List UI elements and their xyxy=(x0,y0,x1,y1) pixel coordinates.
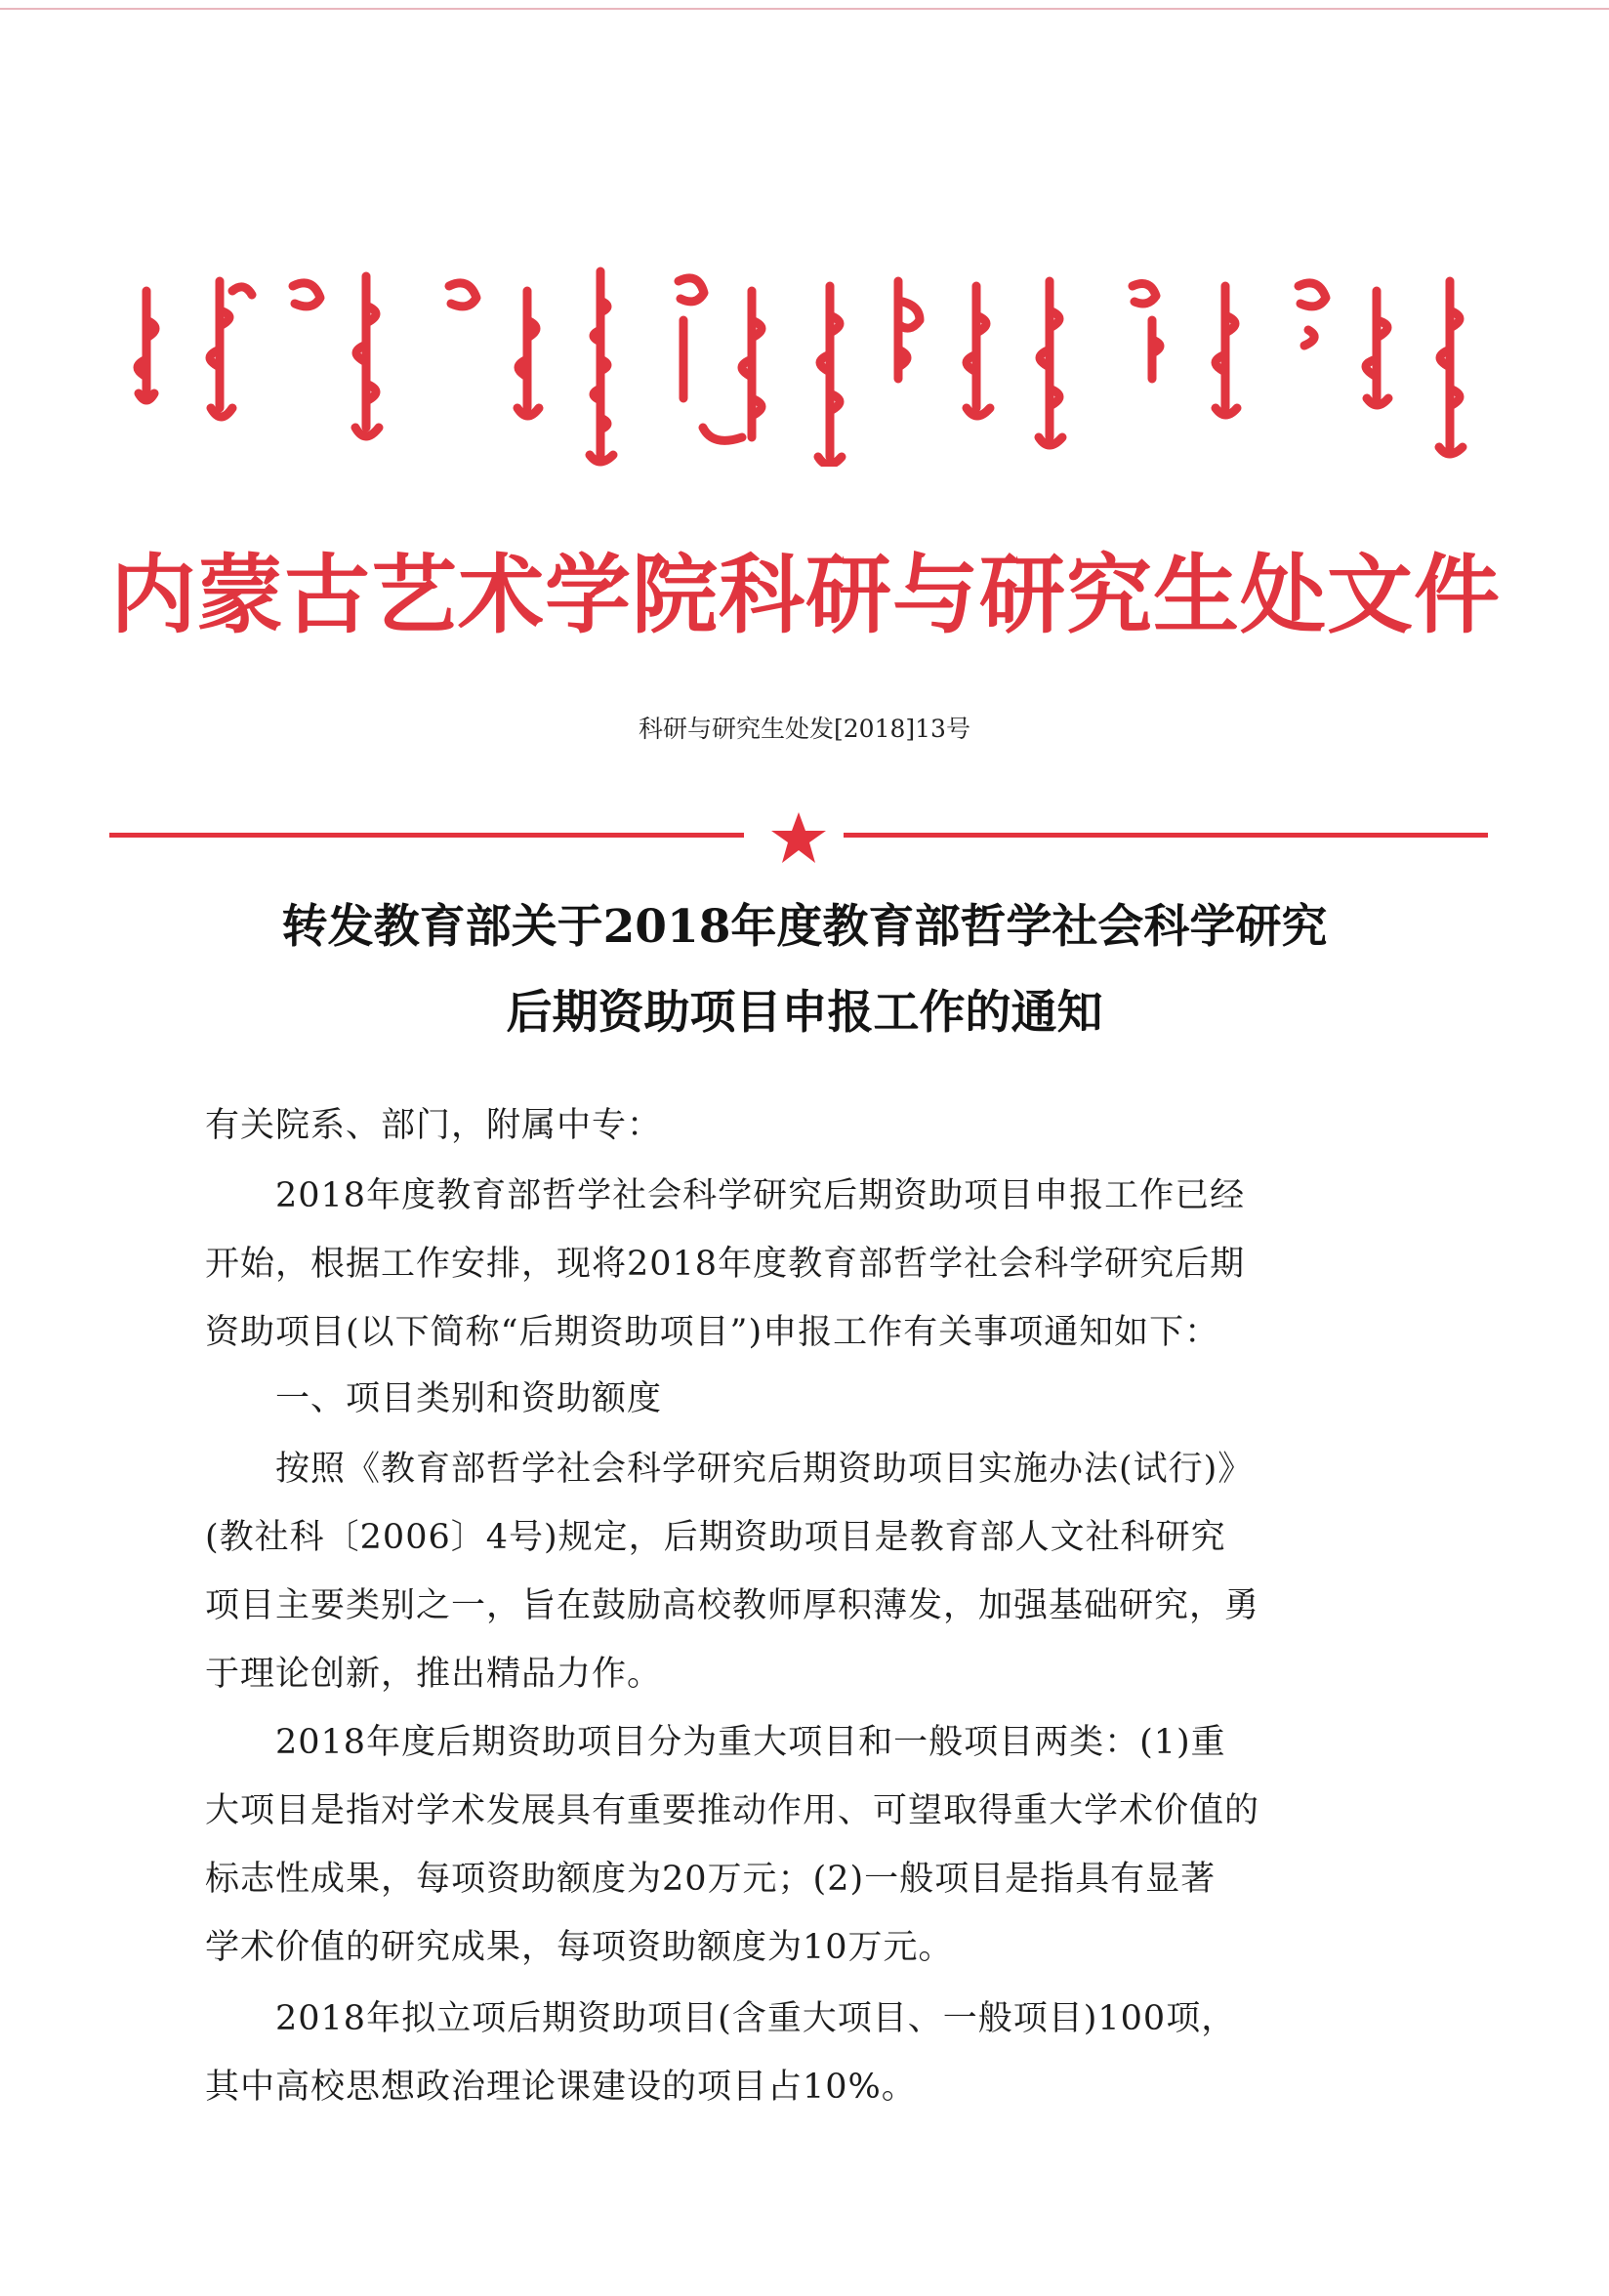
paragraph-2-line: (教社科〔2006〕4号)规定，后期资助项目是教育部人文社科研究 xyxy=(205,1518,1226,1557)
section-1-heading: 一、项目类别和资助额度 xyxy=(275,1379,663,1418)
salutation: 有关院系、部门，附属中专： xyxy=(205,1106,663,1145)
paragraph-1-line: 开始，根据工作安排，现将2018年度教育部哲学社会科学研究后期 xyxy=(205,1245,1246,1284)
mongolian-script-letterhead xyxy=(117,262,1484,467)
paragraph-2-line: 于理论创新，推出精品力作。 xyxy=(205,1655,663,1694)
paragraph-3-line: 学术价值的研究成果，每项资助额度为10万元。 xyxy=(205,1928,954,1967)
paragraph-1-line: 资助项目(以下简称“后期资助项目”)申报工作有关事项通知如下： xyxy=(205,1313,1220,1352)
paragraph-2-line: 项目主要类别之一，旨在鼓励高校教师厚积薄发，加强基础研究，勇 xyxy=(205,1586,1260,1625)
paragraph-2-line: 按照《教育部哲学社会科学研究后期资助项目实施办法(试行)》 xyxy=(275,1450,1254,1489)
red-divider xyxy=(109,810,1488,859)
paragraph-4-line: 其中高校思想政治理论课建设的项目占10%。 xyxy=(205,2068,917,2107)
notice-title-line-2: 后期资助项目申报工作的通知 xyxy=(506,986,1103,1040)
paragraph-4-line: 2018年拟立项后期资助项目(含重大项目、一般项目)100项， xyxy=(275,1999,1237,2038)
notice-title-line-1: 转发教育部关于2018年度教育部哲学社会科学研究 xyxy=(281,900,1328,954)
issuer-header-title: 内蒙古艺术学院科研与研究生处文件 xyxy=(109,544,1501,645)
top-edge-rule xyxy=(0,8,1609,10)
divider-rule-right xyxy=(844,833,1488,838)
paragraph-3-line: 2018年度后期资助项目分为重大项目和一般项目两类：(1)重 xyxy=(275,1723,1226,1762)
red-star-icon xyxy=(769,810,828,865)
paragraph-1-line: 2018年度教育部哲学社会科学研究后期资助项目申报工作已经 xyxy=(275,1176,1246,1215)
paragraph-3-line: 标志性成果，每项资助额度为20万元；(2)一般项目是指具有显著 xyxy=(205,1860,1217,1899)
document-number: 科研与研究生处发[2018]13号 xyxy=(639,715,970,743)
paragraph-3-line: 大项目是指对学术发展具有重要推动作用、可望取得重大学术价值的 xyxy=(205,1791,1260,1830)
divider-rule-left xyxy=(109,833,744,838)
